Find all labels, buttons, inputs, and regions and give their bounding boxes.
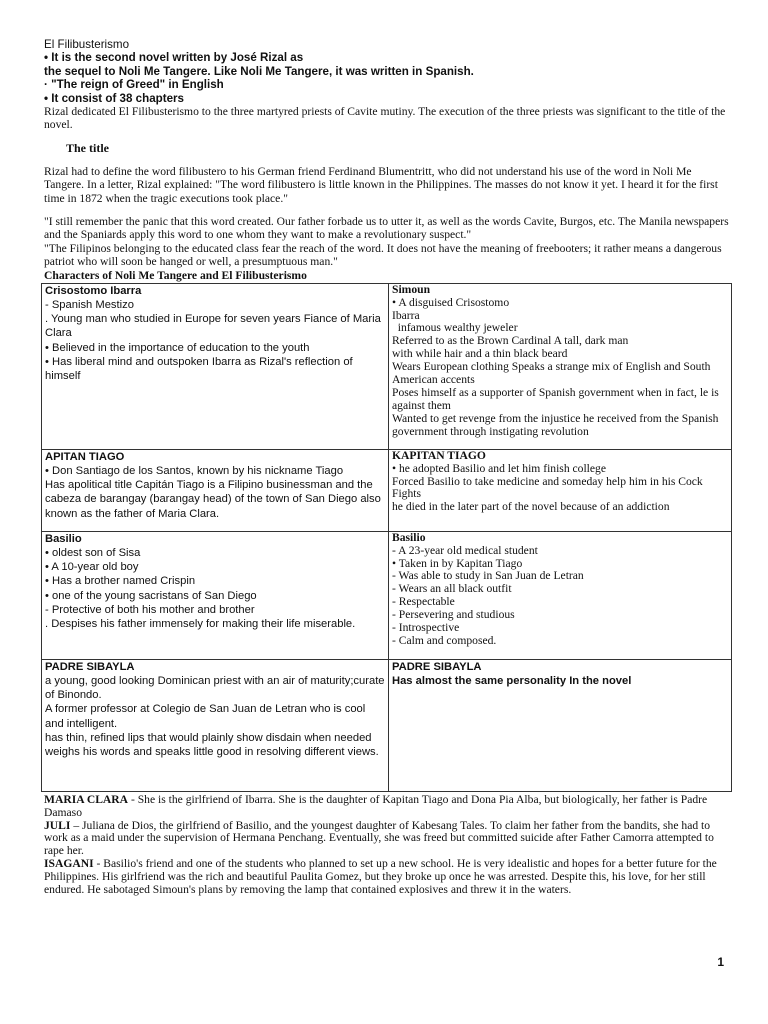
character-paragraph xyxy=(44,794,732,820)
table-cell-fili xyxy=(389,449,732,531)
character-line: • oldest son of Sisa xyxy=(45,546,141,559)
character-line: • Taken in by Kapitan Tiago xyxy=(392,556,523,570)
intro-bullet-3: • It consist of 38 chapters xyxy=(44,91,185,105)
additional-characters xyxy=(44,794,732,897)
character-line: with while hair and a thin black beard xyxy=(392,347,568,361)
character-line: has thin, refined lips that would plainly show disdain when needed weighs his words and speaks little good in resolving different views. xyxy=(45,731,379,758)
character-description: – Juliana de Dios, the girlfriend of Basilio, and the youngest daughter of Kabesang Tales. To claim her father from the bandits, she had to work as a maid under the supervision of Hermana Penchang. Eventually, she was freed but committed suicide after Father Camorra attempted to rape her. xyxy=(44,818,714,858)
character-line: • Don Santiago de los Santos, known by his nickname Tiago xyxy=(45,464,344,477)
table-row xyxy=(42,659,732,791)
character-line: • A disguised Crisostomo xyxy=(392,295,510,309)
table-cell-fili xyxy=(389,531,732,659)
character-name: KAPITAN TIAGO xyxy=(392,448,486,462)
character-line: A former professor at Colegio de San Juan de Letran who is cool and intelligent. xyxy=(45,703,366,730)
title-section-heading: The title xyxy=(66,140,109,155)
characters-table-heading: Characters of Noli Me Tangere and El Filibusterismo xyxy=(44,268,307,282)
table-row xyxy=(42,531,732,659)
character-name: Basilio xyxy=(392,530,426,544)
character-name: Basilio xyxy=(45,532,82,545)
table-row xyxy=(42,283,732,449)
character-name: ISAGANI xyxy=(44,857,94,871)
title-paragraph-2: "I still remember the panic that this word created. Our father forbade us to utter it, as well as the words Cavite, Burgos, etc. The Manila newspapers and the Spaniards apply this word to one whom they want to make a revolutionary suspect." xyxy=(44,215,729,242)
character-name: Simoun xyxy=(392,282,431,296)
character-line: . Despises his father immensely for making their life miserable. xyxy=(45,617,356,630)
intro-bullet-1: • It is the second novel written by José Rizal as xyxy=(44,51,304,65)
character-line: - Wears an all black outfit xyxy=(392,582,512,596)
character-line: - Introspective xyxy=(392,621,460,635)
table-cell-noli xyxy=(42,449,389,531)
character-line: Forced Basilio to take medicine and someday help him in his Cock Fights xyxy=(392,474,703,501)
character-line: infamous wealthy jeweler xyxy=(392,321,518,335)
table-cell-fili xyxy=(389,659,732,791)
character-line: • he adopted Basilio and let him finish college xyxy=(392,461,606,475)
page-number: 1 xyxy=(717,955,724,969)
character-line: • Believed in the importance of education to the youth xyxy=(45,341,310,354)
character-name: MARIA CLARA xyxy=(44,792,129,806)
document-title: El Filibusterismo xyxy=(44,38,130,51)
character-line: he died in the later part of the novel because of an addiction xyxy=(392,500,670,514)
character-line: Referred to as the Brown Cardinal A tall, dark man xyxy=(392,334,629,348)
document-page xyxy=(44,38,732,897)
character-line: - Calm and composed. xyxy=(392,633,497,647)
intro-block xyxy=(44,38,732,105)
intro-bullet-1-cont: the sequel to Noli Me Tangere. Like Noli Me Tangere, it was written in Spanish. xyxy=(44,64,474,78)
table-cell-noli xyxy=(42,283,389,449)
characters-table xyxy=(41,283,732,792)
character-description: - She is the girlfriend of Ibarra. She is the daughter of Kapitan Tiago and Dona Pia Alba, but biologically, her father is Padre Damaso xyxy=(44,792,708,819)
character-line: - Was able to study in San Juan de Letran xyxy=(392,569,584,583)
character-paragraph xyxy=(44,820,732,859)
intro-bullet-2: · "The reign of Greed" in English xyxy=(44,78,224,92)
character-line: • one of the young sacristans of San Diego xyxy=(45,589,257,602)
character-line: Has almost the same personality In the novel xyxy=(392,674,632,687)
character-line: • Has liberal mind and outspoken Ibarra as Rizal's reflection of himself xyxy=(45,355,353,382)
character-line: Wanted to get revenge from the injustice he received from the Spanish government through instigating revolution xyxy=(392,411,719,438)
character-line: Has apolitical title Capitán Tiago is a Filipino businessman and the cabeza de barangay (barangay head) of the town of San Diego also known as the father of Maria Clara. xyxy=(45,479,381,520)
character-name: PADRE SIBAYLA xyxy=(45,660,135,673)
character-paragraph xyxy=(44,858,732,897)
character-name: APITAN TIAGO xyxy=(45,450,125,463)
character-line: • A 10-year old boy xyxy=(45,561,139,574)
character-line: - Protective of both his mother and brother xyxy=(45,603,255,616)
character-line: - Respectable xyxy=(392,595,455,609)
character-line: - Spanish Mestizo xyxy=(45,298,134,311)
character-name: PADRE SIBAYLA xyxy=(392,660,482,673)
character-name: Crisostomo Ibarra xyxy=(45,284,142,297)
character-line: a young, good looking Dominican priest with an air of maturity;curate of Binondo. xyxy=(45,674,385,702)
character-line: - A 23-year old medical student xyxy=(392,543,538,557)
character-line: . Young man who studied in Europe for seven years Fiance of Maria Clara xyxy=(45,313,381,340)
title-paragraph-3: "The Filipinos belonging to the educated class fear the reach of the word. It does not have the meaning of freebooters; it rather means a dangerous patriot who will soon be hanged or well, a presumptuous man." xyxy=(44,241,722,269)
table-cell-noli xyxy=(42,531,389,659)
character-description: - Basilio's friend and one of the students who planned to set up a new school. He is very idealistic and hopes for a better future for the Philippines. His girlfriend was the rich and beautiful Paulita Gomez, but they broke up once he was arrested. Despite this, his love, for her still endured. He sabotaged Simoun's plans by removing the lamp that contained explosives and threw it in the waters. xyxy=(44,857,717,897)
character-line: Poses himself as a supporter of Spanish government when in fact, le is against them xyxy=(392,385,719,412)
table-cell-noli xyxy=(42,659,389,791)
character-line: Ibarra xyxy=(392,308,420,322)
table-cell-fili xyxy=(389,283,732,449)
table-row xyxy=(42,449,732,531)
dedication-paragraph: Rizal dedicated El Filibusterismo to the three martyred priests of Cavite mutiny. The execution of the three priests was significant to the title of the novel. xyxy=(44,105,726,132)
title-paragraph-1: Rizal had to define the word filibustero to his German friend Ferdinand Blumentritt, who did not understand his use of the word in Noli Me Tangere. In a letter, Rizal explained: "The word filibustero is little known in the Philippines. The masses do not know it yet. I heard it for the first time in 1872 when the tragic executions took place." xyxy=(44,164,718,205)
character-line: Wears European clothing Speaks a strange mix of English and South American accents xyxy=(392,360,711,387)
character-name: JULI xyxy=(44,818,71,832)
character-line: • Has a brother named Crispin xyxy=(45,575,196,588)
character-line: - Persevering and studious xyxy=(392,608,515,622)
